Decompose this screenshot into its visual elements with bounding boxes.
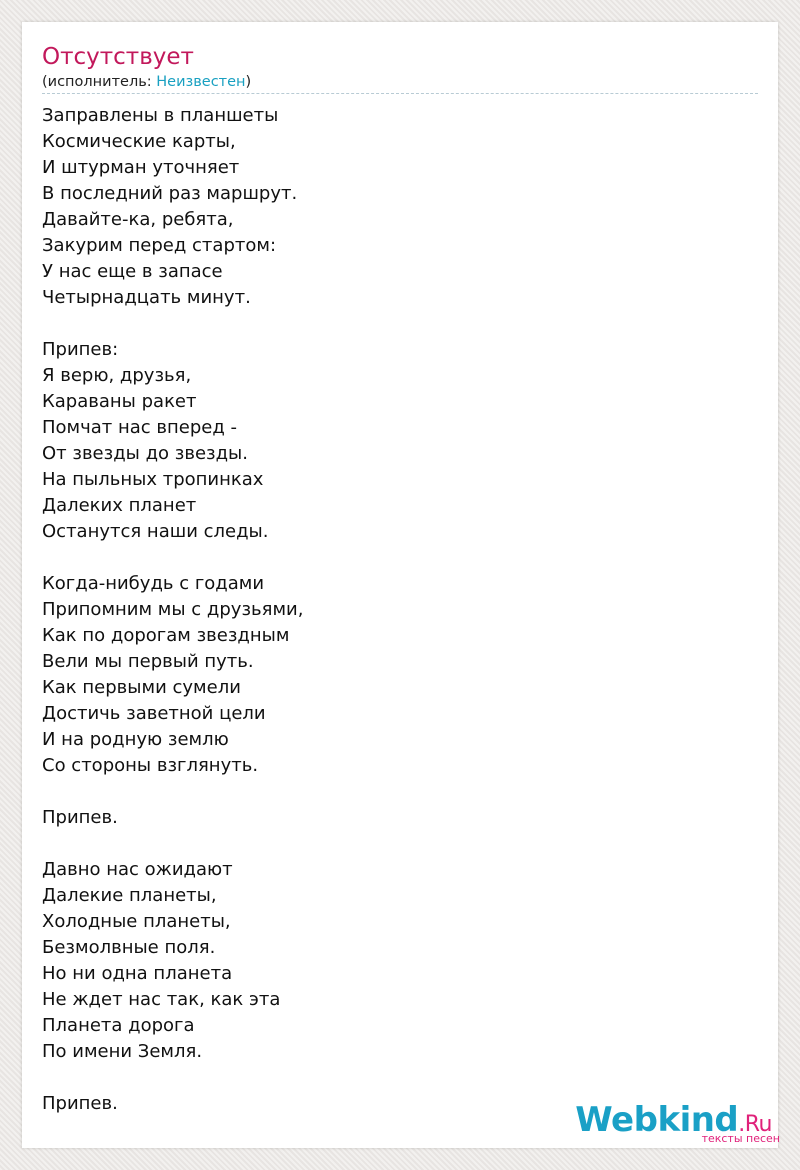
lyric-line: И штурман уточняет: [42, 157, 240, 178]
brand-name: Webkind: [575, 1100, 739, 1140]
lyric-line: Далеких планет: [42, 495, 197, 516]
stanza-gap: [42, 831, 742, 857]
lyrics-card: [22, 22, 778, 1148]
lyrics-body: [42, 103, 742, 1117]
lyric-line: Помчат нас вперед -: [42, 417, 238, 438]
lyric-line: Я верю, друзья,: [42, 365, 192, 386]
lyric-line: Планета дорога: [42, 1015, 195, 1036]
lyric-line: Холодные планеты,: [42, 911, 231, 932]
lyric-line: Припев.: [42, 1093, 118, 1114]
lyric-line: Закурим перед стартом:: [42, 235, 277, 256]
lyric-line: По имени Земля.: [42, 1041, 203, 1062]
lyric-line: От звезды до звезды.: [42, 443, 248, 464]
lyric-line: Припомним мы с друзьями,: [42, 599, 304, 620]
lyric-line: Со стороны взглянуть.: [42, 755, 259, 776]
stanza-gap: [42, 1065, 742, 1091]
stanza-gap: [42, 311, 742, 337]
brand-tagline: тексты песен: [701, 1132, 780, 1145]
lyric-line: У нас еще в запасе: [42, 261, 223, 282]
brand-tld: .Ru: [738, 1112, 772, 1137]
lyric-line: Космические карты,: [42, 131, 236, 152]
artist-suffix: ): [245, 74, 252, 90]
artist-prefix: (исполнитель:: [42, 74, 157, 90]
lyric-line: И на родную землю: [42, 729, 229, 750]
lyric-line: Вели мы первый путь.: [42, 651, 254, 672]
lyric-line: Как по дорогам звездным: [42, 625, 290, 646]
lyric-line: Но ни одна планета: [42, 963, 233, 984]
lyric-line: Достичь заветной цели: [42, 703, 266, 724]
title-divider: [42, 93, 758, 94]
artist-line: [42, 72, 251, 92]
lyric-line: Далекие планеты,: [42, 885, 217, 906]
lyric-line: Заправлены в планшеты: [42, 105, 279, 126]
lyric-line: Безмолвные поля.: [42, 937, 216, 958]
song-title: Отсутствует: [42, 44, 194, 70]
stanza-gap: [42, 779, 742, 805]
lyric-line: Останутся наши следы.: [42, 521, 269, 542]
lyric-line: В последний раз маршрут.: [42, 183, 298, 204]
lyric-line: Давайте-ка, ребята,: [42, 209, 234, 230]
lyric-line: Когда-нибудь с годами: [42, 573, 265, 594]
lyric-line: Караваны ракет: [42, 391, 197, 412]
lyric-line: Припев:: [42, 339, 119, 360]
lyric-line: Как первыми сумели: [42, 677, 241, 698]
lyric-line: На пыльных тропинках: [42, 469, 264, 490]
lyric-line: Припев.: [42, 807, 118, 828]
lyric-line: Четырнадцать минут.: [42, 287, 251, 308]
lyric-line: Не ждет нас так, как эта: [42, 989, 281, 1010]
lyric-line: Давно нас ожидают: [42, 859, 233, 880]
stanza-gap: [42, 545, 742, 571]
artist-link[interactable]: Неизвестен: [156, 74, 246, 90]
